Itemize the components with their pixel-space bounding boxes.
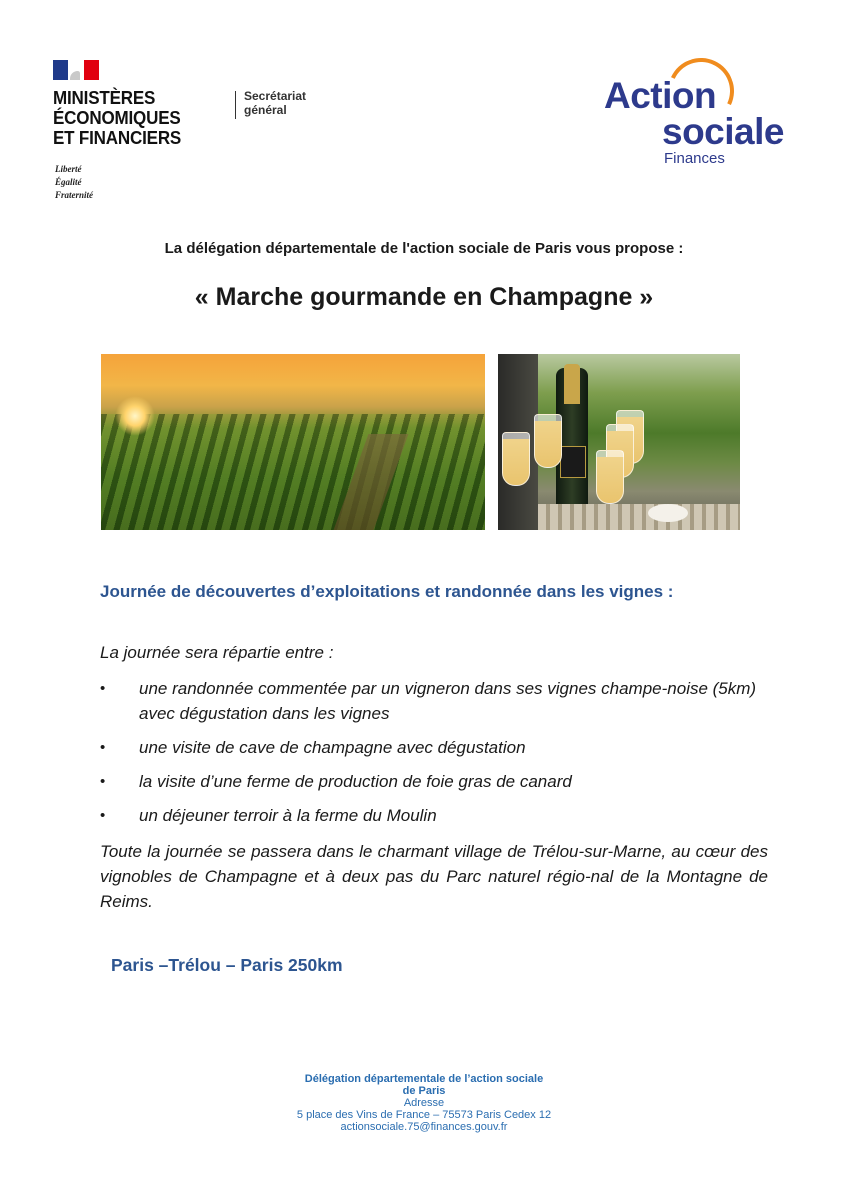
route-distance: Paris –Trélou – Paris 250km	[111, 955, 343, 975]
sun-glow	[115, 396, 155, 436]
ministry-line: ÉCONOMIQUES	[53, 107, 181, 128]
program-heading: Journée de découvertes d’exploitations et randonnée dans les vignes :	[100, 582, 674, 601]
tasting-table	[538, 504, 740, 530]
ministry-logo-text	[53, 88, 181, 148]
footer-address-label: Adresse	[403, 1097, 445, 1109]
footer-org-city: de Paris	[402, 1085, 446, 1097]
motto-line: Fraternité	[55, 190, 94, 200]
vine-rows	[101, 414, 485, 530]
list-item: • la visite d’une ferme de production de foie gras de canard	[100, 769, 768, 794]
ministry-line: MINISTÈRES	[53, 87, 156, 108]
motto-line: Liberté	[55, 164, 82, 174]
page-title: « Marche gourmande en Champagne »	[194, 283, 654, 311]
bottle-label	[560, 446, 586, 478]
action-sociale-word1: Action	[604, 75, 717, 116]
champagne-tasting-photo	[498, 354, 740, 530]
program-lead: La journée sera répartie entre :	[100, 643, 334, 662]
bottle-foil	[564, 364, 580, 404]
champagne-glass	[502, 432, 530, 486]
secretariat-line: Secrétariat	[244, 89, 307, 103]
action-sociale-word2: sociale	[662, 111, 784, 152]
secretariat-label	[244, 89, 306, 117]
republic-motto	[55, 163, 93, 202]
logo-divider	[235, 91, 236, 119]
ministry-line: ET FINANCIERS	[53, 127, 182, 148]
action-sociale-finances: Finances	[664, 150, 725, 167]
footer-address: 5 place des Vins de France – 75573 Paris Cedex 12	[296, 1109, 552, 1121]
location-paragraph: Toute la journée se passera dans le charmant village de Trélou-sur-Marne, au cœur des vignobles de Champagne et à deux pas du Parc naturel régio-nal de la Montagne de Reims.	[100, 842, 768, 911]
list-item: • une randonnée commentée par un vigneron dans ses vignes champe-noise (5km) avec dégustation dans les vignes	[100, 676, 768, 726]
program-list	[100, 676, 768, 837]
secretariat-line: général	[244, 103, 287, 117]
intro-text: La délégation départementale de l'action sociale de Paris vous propose :	[164, 240, 684, 257]
footer-org: Délégation départementale de l’action sociale	[304, 1073, 544, 1085]
vineyard-sunset-photo	[101, 354, 485, 530]
french-flag-logo	[53, 60, 99, 80]
champagne-glass	[596, 450, 624, 504]
motto-line: Égalité	[55, 177, 82, 187]
list-item: • une visite de cave de champagne avec dégustation	[100, 735, 768, 760]
food-plate	[648, 504, 688, 522]
footer-contact	[0, 1073, 848, 1133]
footer-email[interactable]: actionsociale.75@finances.gouv.fr	[340, 1121, 508, 1133]
champagne-glass	[534, 414, 562, 468]
list-item: • un déjeuner terroir à la ferme du Moulin	[100, 803, 768, 828]
